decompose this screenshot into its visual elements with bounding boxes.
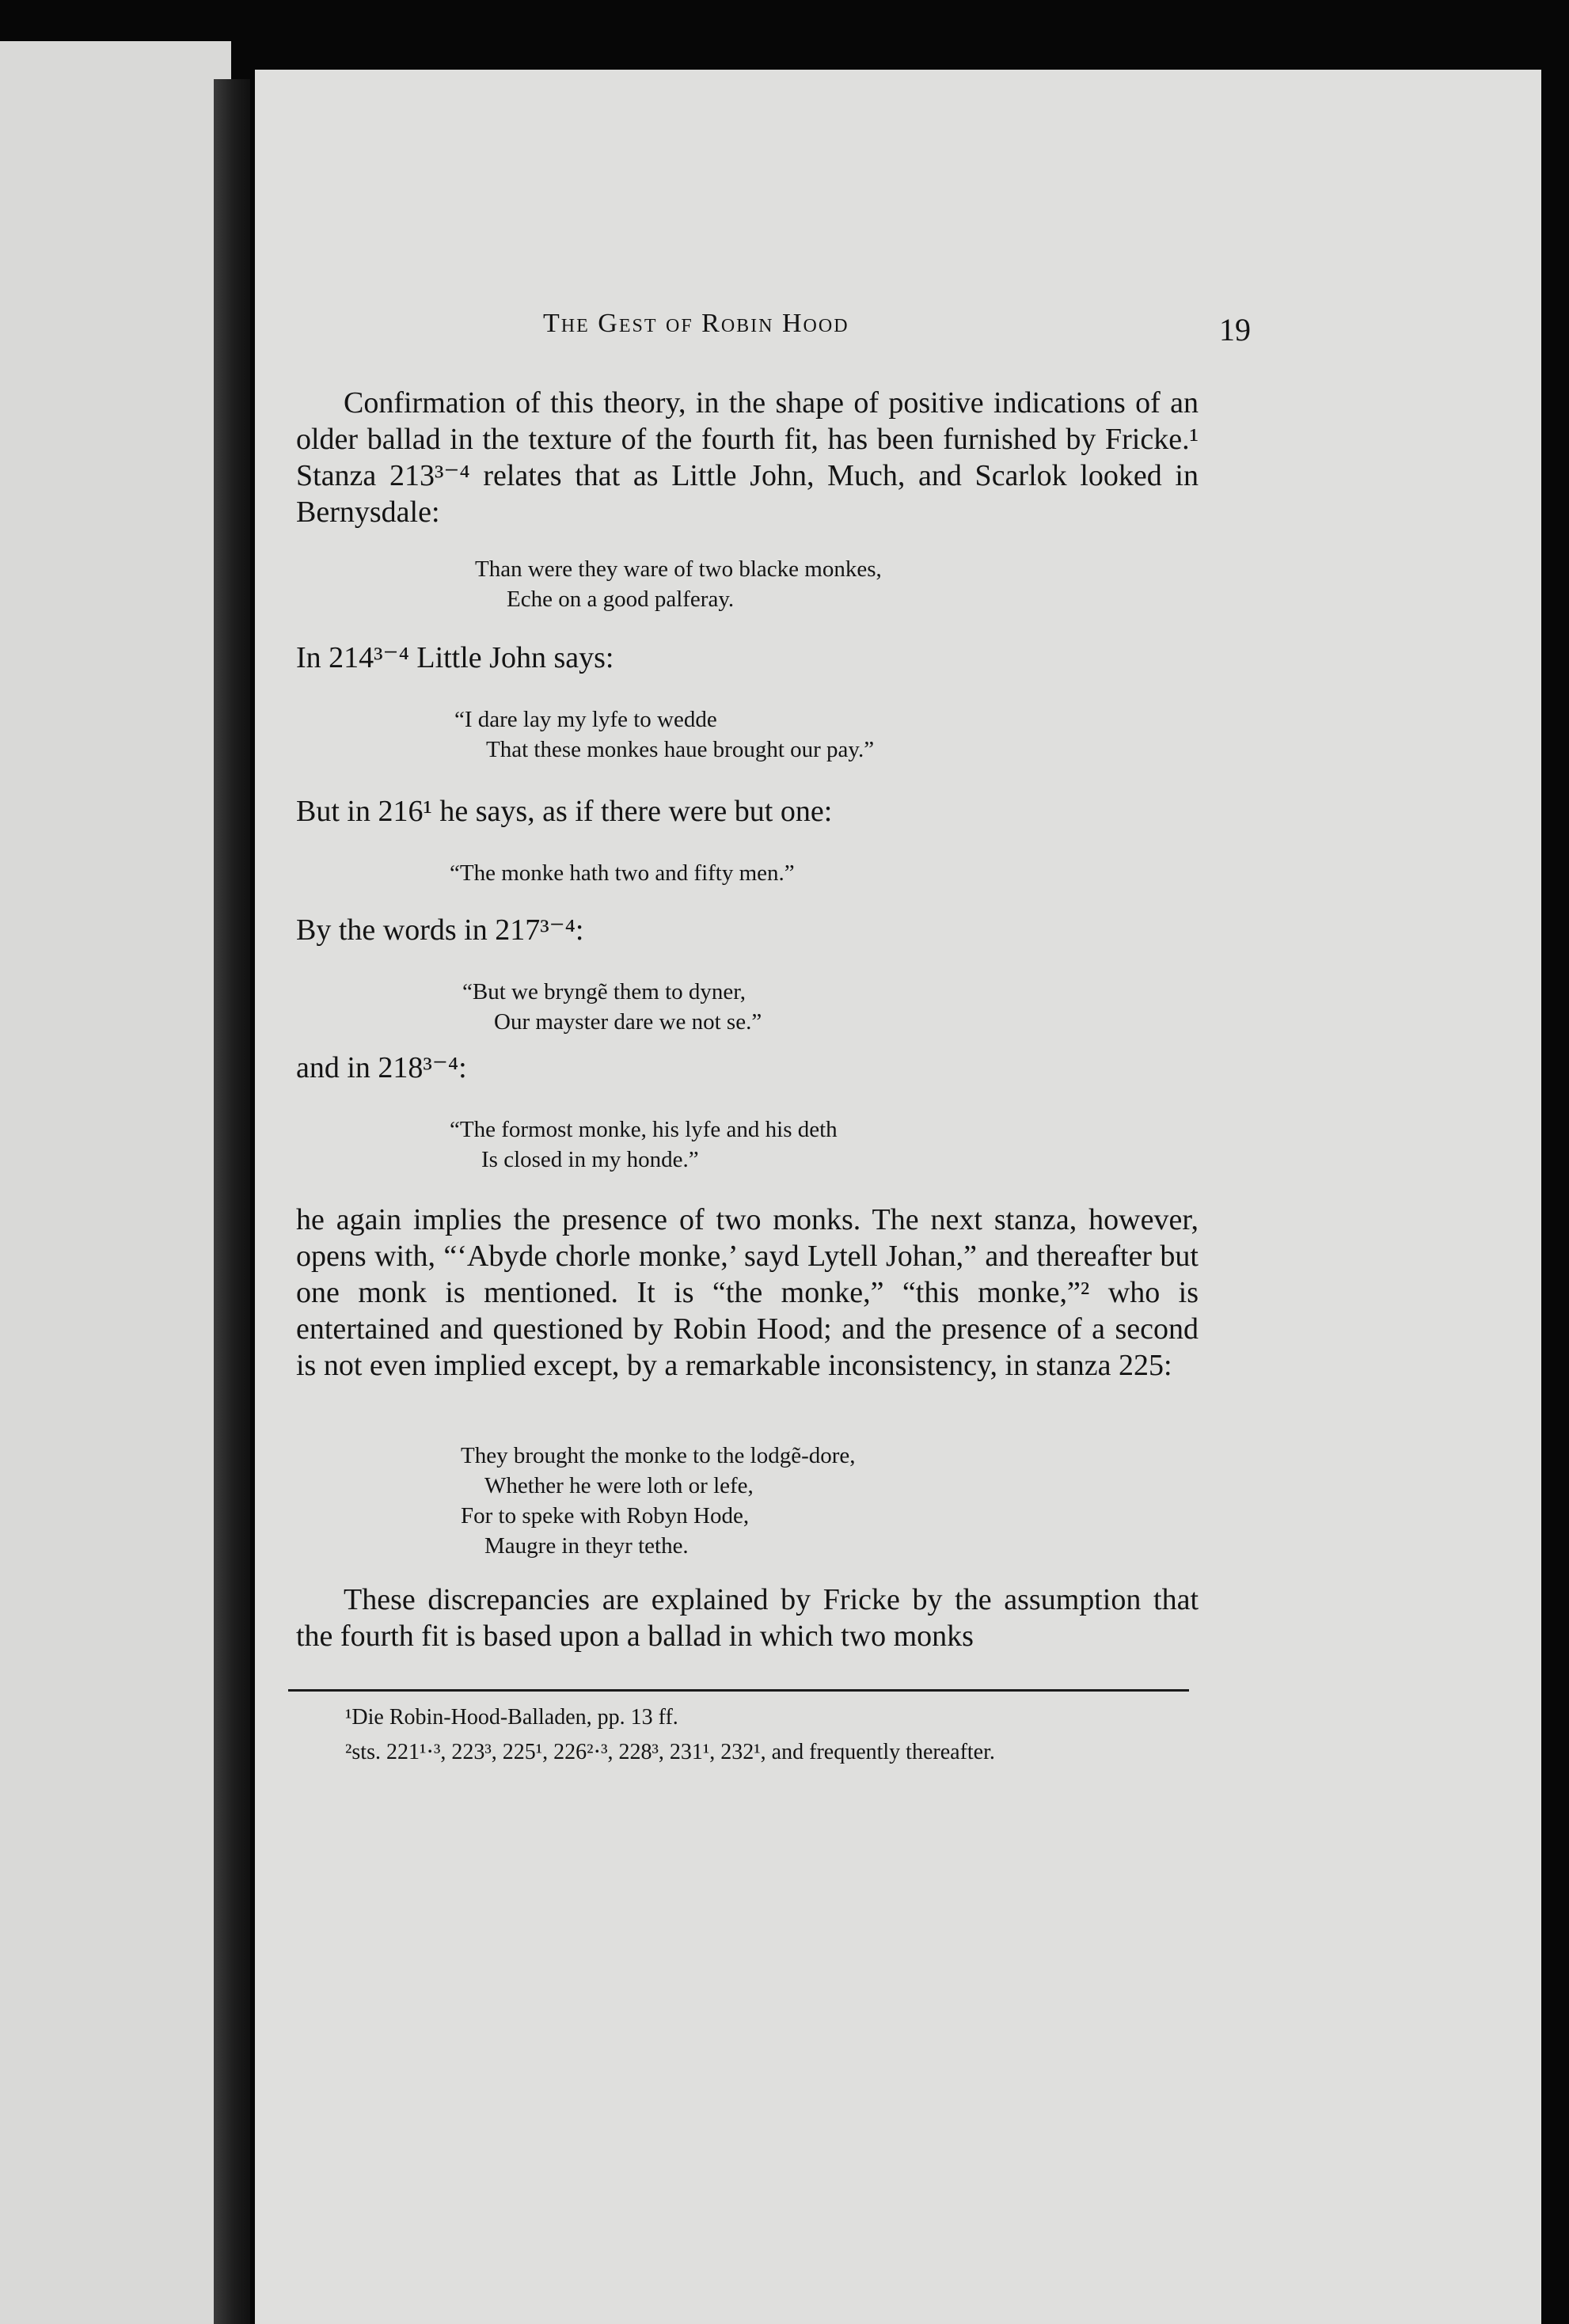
footnote-2: ²sts. 221¹⋅³, 223³, 225¹, 226²⋅³, 228³, 231¹, 232¹, and frequently thereafter.	[345, 1740, 995, 1764]
quote-1	[475, 554, 882, 614]
footnote-1: ¹Die Robin-Hood-Balladen, pp. 13 ff.	[345, 1705, 678, 1730]
footnote-rule	[288, 1689, 1189, 1692]
quote-line: Is closed in my honde.”	[481, 1147, 699, 1172]
line-stanza-216: But in 216¹ he says, as if there were but one:	[296, 795, 833, 828]
quote-3	[450, 858, 795, 888]
quote-line: “I dare lay my lyfe to wedde	[454, 707, 717, 732]
paragraph-3: These discrepancies are explained by Fricke by the assumption that the fourth fit is based upon a ballad in which two monks	[296, 1583, 1199, 1653]
right-page	[255, 70, 1541, 2324]
left-page	[0, 41, 231, 2324]
quote-line: For to speke with Robyn Hode,	[461, 1503, 750, 1528]
line-stanza-217: By the words in 217³⁻⁴:	[296, 913, 584, 947]
paragraph-2: he again implies the presence of two monks. The next stanza, however, opens with, “‘Abyde chorle monke,’ sayd Lytell Johan,” and thereafter but one monk is mentioned. It is “the monke,” “this monke,”² who is entertained and questioned by Robin Hood; and the presence of a second is not even implied except, by a remarkable inconsistency, in stanza 225:	[296, 1203, 1199, 1382]
quote-line: Maugre in theyr tethe.	[484, 1533, 689, 1559]
page-number: 19	[1219, 312, 1251, 347]
quote-line: “The formost monke, his lyfe and his deth	[450, 1117, 838, 1142]
quote-line: Than were they ware of two blacke monkes,	[475, 556, 882, 582]
running-header: The Gest of Robin Hood	[543, 309, 849, 338]
paragraph-1: Confirmation of this theory, in the shape of positive indications of an older ballad in the texture of the fourth fit, has been furnished by Fricke.¹ Stanza 213³⁻⁴ relates that as Little John, Much, and Scarlok looked in Bernysdale:	[296, 386, 1199, 529]
quote-4	[462, 977, 762, 1037]
book-spine-shadow	[214, 79, 250, 2324]
quote-line: Our mayster dare we not se.”	[494, 1009, 762, 1035]
quote-line: “But we bryngẽ them to dyner,	[462, 979, 747, 1004]
line-stanza-218: and in 218³⁻⁴:	[296, 1051, 467, 1084]
quote-2	[454, 704, 874, 765]
quote-line: That these monkes haue brought our pay.”	[486, 737, 875, 762]
quote-line: They brought the monke to the lodgẽ-dore,	[461, 1443, 856, 1468]
quote-5	[450, 1115, 838, 1175]
line-stanza-214: In 214³⁻⁴ Little John says:	[296, 641, 614, 674]
quote-line: Whether he were loth or lefe,	[484, 1473, 754, 1498]
quote-line: Eche on a good palferay.	[507, 587, 735, 612]
quote-6	[461, 1441, 856, 1561]
quote-line: “The monke hath two and fifty men.”	[450, 860, 795, 886]
